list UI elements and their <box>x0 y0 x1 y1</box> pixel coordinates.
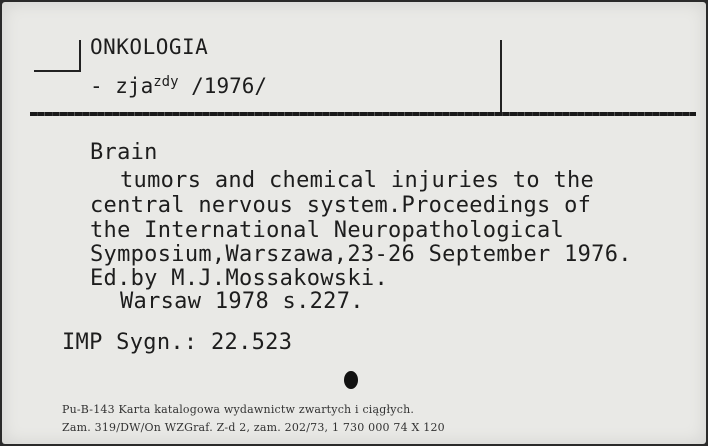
congress-year: /1976/ <box>178 74 268 98</box>
section-heading: ONKOLOGIA <box>90 35 209 59</box>
corner-mark-horizontal <box>34 70 81 72</box>
catalog-card <box>2 2 706 444</box>
congress-prefix: - zja <box>90 74 154 98</box>
title-line-1: tumors and chemical injuries to the <box>120 168 595 193</box>
printer-imprint-line-1: Pu-B-143 Karta katalogowa wydawnictw zwartych i ciągłych. <box>62 403 415 416</box>
header-rule <box>30 112 696 116</box>
subject-term: Brain <box>90 140 158 165</box>
congress-superscript: zdy <box>153 74 179 90</box>
printer-imprint-line-2: Zam. 319/DW/On WZGraf. Z-d 2, zam. 202/73, 1 730 000 74 X 120 <box>62 421 445 434</box>
title-line-3: the International Neuropathological <box>90 218 565 243</box>
punch-hole <box>344 371 358 389</box>
header-divider <box>500 40 502 114</box>
title-line-4: Symposium,Warszawa,23-26 September 1976. <box>90 242 632 267</box>
imprint-line: Warsaw 1978 s.227. <box>120 289 364 314</box>
editor-line: Ed.by M.J.Mossakowski. <box>90 266 388 291</box>
call-number: IMP Sygn.: 22.523 <box>62 330 293 355</box>
title-line-2: central nervous system.Proceedings of <box>90 193 592 218</box>
corner-mark-vertical <box>79 40 81 72</box>
congress-line <box>90 74 267 98</box>
